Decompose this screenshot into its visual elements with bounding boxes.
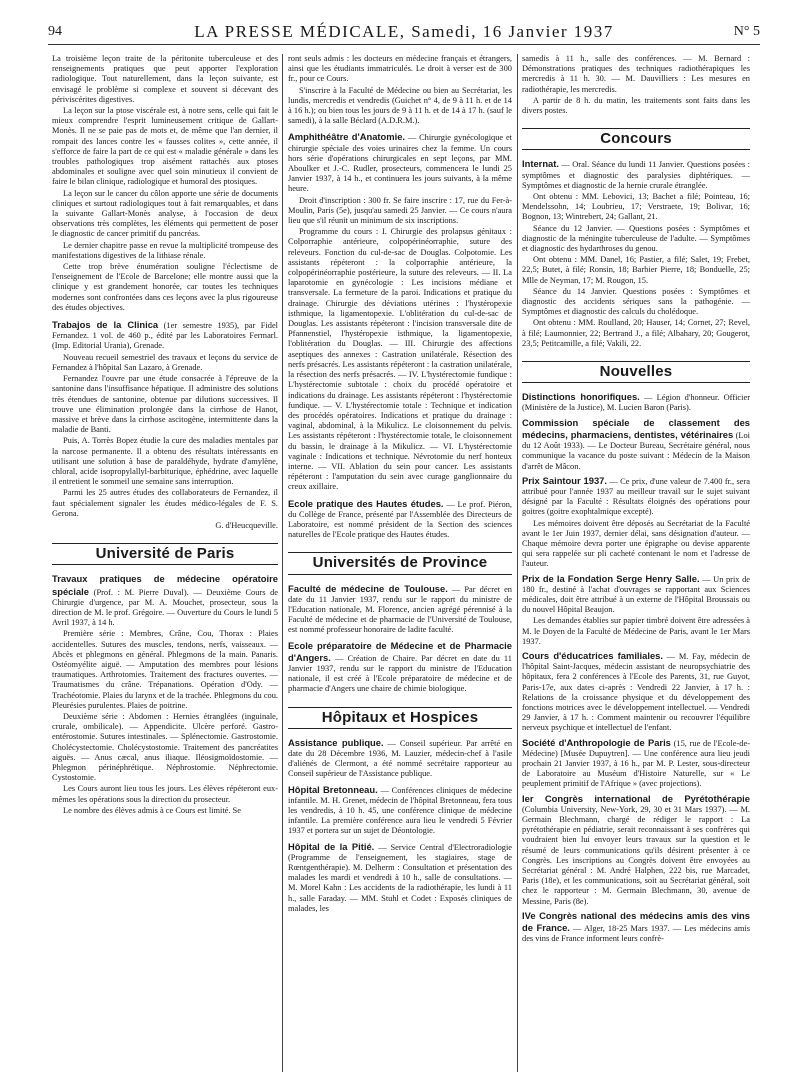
paragraph: Nouveau recueil semestriel des travaux et leçons du service de Fernandez à l'hôpital San Lazaro, à Grenade. — [52, 352, 278, 372]
book-review — [52, 319, 278, 352]
news-item: Travaux pratiques de médecine opératoire spéciale (Prof. : M. Pierre Duval). — Deuxième Cours de Chirurgie d'urgence, par M. A. Mouchet, prosecteur, sous la direction de M. le prof. Grégoire. — Ouverture du Cours le lundi 5 Avril 1937, à 14 h. — [52, 573, 278, 628]
book-reference: (1er semestre 1935), par Fidel Fernandez. 1 vol. de 460 p., édité par les Laboratoires Fermarl. (Imp. Editorial Urania), Grenade. — [52, 321, 278, 351]
item-title: Société d'Anthropologie de Paris — [522, 736, 671, 748]
paragraph: Puis, A. Torrès Bopez étudie la cure des maladies mentales par la narcose permanente. Il a obtenu des résultats intéressants en utilisant une solution à base de paraldéhyde, hydrate d'amylène, chloral, acide isopropylallyl-barbiturique, éphédrine, avec laquelle il entretient le sommeil une semaine sans interruption. — [52, 436, 278, 487]
column-rule — [517, 54, 518, 1072]
paragraph: Parmi les 25 autres études des collaborateurs de Fernandez, il faut spécialement signaler les études médico-légales de F. S. Gerona. — [52, 488, 278, 518]
paragraph: S'inscrire à la Faculté de Médecine ou bien au Secrétariat, les lundis, mercredis et vendredis (Guichet n° 4, de 9 à 11 h. et de 14 à 16 h.); ou bien tous les jours de 9 à 11 h. et de 14 à 17 h. (sauf le samedi), à la salle Béclard (A.D.R.M.). — [288, 85, 512, 126]
news-item: Commission spéciale de classement des médecins, pharmaciens, dentistes, vétérinaires (Loi du 12 Août 1933). — Le Docteur Bureau, Secrétaire général, nous communique la vacance du poste suivant : Médecin de la Maison d'arrêt de Mâcon. — [522, 416, 750, 471]
column-right — [522, 54, 750, 1076]
paragraph: Les mémoires doivent être déposés au Secrétariat de la Faculté avant le 1er Juin 1937, dernier délai, sans désignation d'auteur. — Chaque mémoire devra porter une épigraphe ou devise apparente qui sera rappelée sur pli cacheté contenant le nom et l'adresse de l'auteur. — [522, 518, 750, 569]
item-title: Prix de la Fondation Serge Henry Salle. — [522, 572, 700, 584]
news-item: Hôpital de la Pitié. — Service Central d'Electroradiologie (Programme de l'enseignement, les stagiaires, stage de Rœntgenthérapie). M. Delherm : Consultation et présentation des malades les mardi et vendredi à 10 h., salle de consultations. — M. Morel Kahn : Les accidents de la radiothérapie, les lundi à 11 h., salle Faraday. — MM. Stuhl et Codet : Exposés cliniques de malades, les — [288, 840, 512, 913]
news-item: Cours d'éducatrices familiales. — M. Fay, médecin de l'hôpital Saint-Jacques, médecin assistant de neuropsychiatrie des hôpitaux, fera 2 conférences à l'Ecole des Parents, 31, rue Guyot, Paris-17e, aux dates ci-après : Vendredi 22 Janvier, à 17 h. : Relations de la croissance physique et du développement des fonctions motrices avec le développement intellectuel. — Vendredi 29 Janvier, à 17 h. : Comment maintenir ou recouvrer l'équilibre nerveux psychique et intellectuel de l'enfant. — [522, 649, 750, 733]
paragraph: Deuxième série : Abdomen : Hernies étranglées (inguinale, crurale, ombilicale). — Appendicite. Ulcère perforé. Gastro-entérostomie. Sutures intestinales. — Splénectomie. Gastrostomie. Cholécystectomie. Cholécystostomie. Traitement des pancréatites aiguës. — Anus cæcal, anus iliaque. Iléosigmoïdostomie. — Phlegmon périnéphrétique. Néphrostomie. Néphrectomie. Cystostomie. — [52, 711, 278, 783]
item-title: Commission spéciale de classement des médecins, pharmaciens, dentistes, vétérinaires — [522, 416, 750, 440]
item-title: Hôpital Bretonneau. — [288, 783, 378, 795]
paragraph: A partir de 8 h. du matin, les traitements sont faits dans les divers postes. — [522, 95, 750, 116]
item-title: IVe Congrès national des médecins amis des vins de France. — [522, 909, 750, 934]
section-heading: Nouvelles — [522, 361, 750, 383]
section-heading: Concours — [522, 128, 750, 150]
item-title: Ier Congrès international de Pyrétothérapie — [522, 792, 750, 804]
paragraph: Le dernier chapitre passe en revue la multiplicité trompeuse des manifestations digestives de la lithiase rénale. — [52, 240, 278, 260]
paragraph: La leçon sur la ptose viscérale est, à notre sens, celle qui fait le mieux comprendre l'esprit lumineusement critique de Gallart-Monès. Il ne se paie pas de mots et, de même que l'an dernier, il rompait des lances contre les « fausses colites », cette année, il s'efforce de faire la part de ce qui est « maladie générale » dans les troubles pathologiques trop aisément rattachés aux ptoses abdominales et souligne avec quel soin minutieux il convient de faire le bilan clinique, radiologique et humoral des ptosiques. — [52, 106, 278, 187]
news-item: Assistance publique. — Conseil supérieur. Par arrêté en date du 28 Décembre 1936, M. Lauzier, médecin-chef à l'asile d'aliénés de Clermont, a été nommé secrétaire rapporteur au Conseil supérieur de l'Assistance publique. — [288, 736, 512, 779]
paragraph: Les demandes établies sur papier timbré doivent être adressées à M. le Doyen de la Faculté de Médecine de Paris, avant le 1er Mars 1937. — [522, 616, 750, 646]
section-heading: Université de Paris — [52, 543, 278, 565]
item-title: Assistance publique. — [288, 736, 384, 748]
paragraph: Le nombre des élèves admis à ce Cours est limité. Se — [63, 805, 241, 815]
item-title: Internat. — [522, 158, 559, 170]
news-item: Prix Saintour 1937. — Ce prix, d'une valeur de 7.400 fr., sera attribué pour l'année 1937 au meilleur travail sur le sujet suivant désigné par la Faculté : Résultats éloignés des opérations pour goitres (goitre exophtalmique excepté). — [522, 474, 750, 517]
paragraph: Fernandez l'ouvre par une étude consacrée à l'épreuve de la santonine dans l'insuffisance hépatique. Il administre des solutions très étendues de santonine, obtenue par dilutions successives. Il trouve une élimination prolongée dans la cirrhose de Hanot, massive et brève dans la cirrhose ascitogène, intermittente dans la maladie de Banti. — [52, 374, 278, 435]
paragraph: Droit d'inscription : 300 fr. Se faire inscrire : 17, rue du Fer-à-Moulin, Paris (5e), jusqu'au samedi 25 Janvier. — Ce cours n'aura lieu que s'il réunit un minimum de six inscriptions. — [288, 195, 512, 226]
header-rule — [48, 44, 760, 45]
news-item: Distinctions honorifiques. — Légion d'honneur. Officier (Ministère de la Justice), M. Lucien Baron (Paris). — [522, 391, 750, 413]
paragraph: Cette trop brève énumération souligne l'éclectisme de l'enseignement de l'Ecole de Barcelone; elle montre aussi que la clinique y est grandement honorée, car toutes les techniques modernes sont confrontées dans ces leçons avec la plus rigoureuse des études objectives. — [52, 262, 278, 312]
column-left — [52, 54, 278, 1076]
paragraph: Ont obtenu : MM. Danel, 16; Pastier, a filé; Salet, 19; Frebet, 22,5; Butet, à filé; Ronsin, 18; Barbier Pierre, 18; Bonduelle, 25; Mlle de Neyman, 17; M. Rougon, 15. — [522, 255, 750, 285]
journal-title: LA PRESSE MÉDICALE, Samedi, 16 Janvier 1937 — [194, 22, 614, 41]
item-title: Ecole préparatoire de Médecine et de Pharmacie d'Angers. — [288, 639, 512, 663]
paragraph: Programme du cours : I. Chirurgie des prolapsus génitaux : Colporraphie antérieure, colpopérinéorraphie, suture des releveurs. Fonction du cul-de-sac de Douglas. Colpotomie. Les assistants répéteront : la colporraphie antérieure, la colpopérinéorraphie postérieure, la suture des releveurs. — II. La laparotomie en gynécologie : Les incisions médiane et transversale. La fermeture de la paroi. Indications et pratique du drainage. Chirurgie des déviations utérines : l'hystéropexie isthmique, la ligamentopexie. L'oblitération du cul-de-sac de Douglas. Les assistants répéteront : l'incision transversale dite de Pfannenstiel, l'hystéropexie isthmique, la ligamentopexie, l'oblitération du Douglas. — III. Chirurgie des affections aseptiques des annexes : Castration unilatérale. Résection des nerfs présacrés. Les assistants répéteront : la castration unilatérale, la résection des nerfs présacrés. — IV. L'hystérectomie fundique : L'hystérectomie subtotale : choix du procédé opératoire et indications du drainage. Les assistants répéteront : l'hystérectomie fundique. — V. L'hystérectomie totale : Technique et indication des procédés opératoires. Indications et pratique du drainage : vaginal, abdominal, à la Mikulicz. Le cloisonnement du pelvis. Les assistants répéteront : l'hystérectomie totale, le cloisonnement du bassin, le drainage à la Mikulicz. — VI. L'hystérectomie vaginale : Indications et technique. Névrotomie du nerf honteux interne. — VII. Ablation du sein pour cancer. Les assistants répéteront : l'amputation du sein avec curage ganglionnaire du creux axillaire. — [288, 227, 512, 492]
paragraph: samedis à 11 h., salle des conférences. — M. Bernard : Démonstrations pratiques des techniques radiothérapiques les mercredis à 11 h. 30. — M. Dauvilliers : Les mesures en radiothérapie, les mercredis. — [522, 54, 750, 94]
column-middle — [288, 54, 512, 1076]
news-item: Hôpital Bretonneau. — Conférences cliniques de médecine infantile. M. H. Grenet, médecin de l'hôpital Bretonneau, fera tous les vendredis, à 10 h. 45, une conférence clinique de médecine infantile. La première conférence aura lieu le vendredi 5 Février 1937 et portera sur un sujet de Déontologie. — [288, 783, 512, 836]
item-title: Ecole pratique des Hautes études. — [288, 497, 444, 509]
paragraph: Séance du 12 Janvier. — Questions posées : Symptômes et diagnostic de la méningite tuberculeuse de l'adulte. — Symptômes et diagnostic des hydarthroses du genou. — [522, 223, 750, 254]
paragraph: Ont obtenu : MM. Roulland, 20; Hauser, 14; Cornet, 27; Revel, à filé; Laumonnier, 22; Bertrand J., a filé; Albahary, 20; Gougerot, 23,5; Petitcamille, a filé; Vakili, 22. — [522, 318, 750, 348]
section-heading: Hôpitaux et Hospices — [288, 707, 512, 729]
signature: G. d'Heucqueville. — [215, 520, 278, 530]
news-item: Internat. — Oral. Séance du lundi 11 Janvier. Questions posées : symptômes et diagnostic des paralysies diphtériques. — Symptômes et diagnostic de la hernie crurale étranglée. — [522, 158, 750, 190]
paragraph: Les Cours auront lieu tous les jours. Les élèves répéteront eux-mêmes les opérations sous la direction du prosecteur. — [52, 784, 278, 804]
book-title: Trabajos de la Clinica — [52, 319, 159, 331]
paragraph: Séance du 14 Janvier. Questions posées : Symptômes et diagnostic des accidents sériques sans la pathogénie. — Symptômes et diagnostic des calculs du cholédoque. — [522, 286, 750, 317]
paragraph: La leçon sur le cancer du côlon apporte une série de documents cliniques et surtout radiologiques tout à fait remarquables, et dans la suivante Gallart-Monès analyse, à l'occasion de deux observations très complètes, les éléments qui permettent de poser le diagnostic de cancer primitif du pancréas. — [52, 188, 278, 239]
news-item: Ecole pratique des Hautes études. — Le prof. Piéron, du Collège de France, présenté par l'Assemblée des Directeurs de Laboratoire, est nommé président de la Section des sciences naturelles de l'Ecole pratique des Hautes études. — [288, 497, 512, 540]
news-item: Prix de la Fondation Serge Henry Salle. — Un prix de 180 fr., destiné à l'achat d'ouvrages se rapportant aux Sciences médicales, doit être attribué à un externe de l'Hôpital Broussais ou du nouvel Hôpital Beaujon. — [522, 572, 750, 615]
section-heading: Universités de Province — [288, 552, 512, 574]
column-rule — [282, 54, 283, 1072]
page-number: 94 — [48, 24, 62, 39]
item-title: Travaux pratiques de médecine opératoire spéciale — [52, 573, 278, 597]
paragraph: La troisième leçon traite de la péritonite tuberculeuse et des renseignements pratiques que peut apporter l'exploration radiologique. Tout naturellement, dans la leçon suivante, est envisagé le problème si complexe et souvent si décevant des périviscérites digestives. — [52, 54, 278, 104]
news-item: Amphithéâtre d'Anatomie. — Chirurgie gynécologique et chirurgie spéciale des voies urinaires chez la femme. Un cours hors série d'opérations chirurgicales en sept leçons, par MM. Aboulker et J.-C. Rudler, prosecteurs, commencera le lundi 25 Janvier 1937, à 14 h., et continuera les jours suivants, à la même heure. — [288, 131, 512, 194]
news-item: IVe Congrès national des médecins amis des vins de France. — Alger, 18-25 Mars 1937. — Les médecins amis des vins de France informent leurs confrè- — [522, 909, 750, 944]
item-title: Prix Saintour 1937. — [522, 474, 607, 486]
news-item: Faculté de médecine de Toulouse. — Par décret en date du 11 Janvier 1937, rendu sur le rapport du ministre de l'Education nationale, M. Florence, ancien agrégé pérennisé à la Faculté de médecine et de pharmacie de l'Université de Toulouse, est nommé professeur honoraire de ladite faculté. — [288, 582, 512, 635]
item-title: Amphithéâtre d'Anatomie. — [288, 131, 406, 143]
news-item: Ier Congrès international de Pyrétothérapie (Columbia University, New-York, 29, 30 et 31 Mars 1937). — M. Germain Blechmann, chargé de rédiger le rapport : La pyrétothérapie en pédiatrie, serait reconnaissant à ses confrères qui voudraient bien lui envoyer leurs travaux sur la question et le résumé de leurs communications qu'ils désirent présenter à ce Congrès. Les inscriptions au Congrès doivent être envoyées au Secrétariat général : M. André Halphen, 222 bis, rue Marcadet, Paris (18e), et les communications, soit au Secrétariat général, soit chez le rapporteur : M. Germain Blechmann, 30, avenue de Messine, Paris (8e). — [522, 792, 750, 906]
news-item: Ecole préparatoire de Médecine et de Pharmacie d'Angers. — Création de Chaire. Par décret en date du 11 Janvier 1937, rendu sur le rapport du ministre de l'Education nationale, il est créé à l'Ecole préparatoire de médecine et de pharmacie d'Angers une chaire de chimie biologique. — [288, 639, 512, 694]
paragraph: Ont obtenu : MM. Lebovici, 13; Bachet a filé; Pointeau, 16; Mendelssohn, 14; Loubrieu, 17; Verstraete, 19; Bolivar, 16; Bognon, 13; Wintrebert, 24; Gallant, 21. — [522, 192, 750, 222]
item-title: Hôpital de la Pitié. — [288, 840, 375, 852]
news-item: Société d'Anthropologie de Paris (15, rue de l'Ecole-de-Médecine) [Musée Dupuytren]. — Une conférence aura lieu jeudi prochain 21 Janvier 1937, à 16 h., par M. P. Lester, sous-directeur de Laboratoire au Muséum d'Histoire Naturelle, sur « Le peuplement primitif de l'Afrique » (avec projections). — [522, 736, 750, 789]
item-title: Cours d'éducatrices familiales. — [522, 649, 663, 661]
issue-number: N° 5 — [733, 24, 760, 39]
item-title: Distinctions honorifiques. — [522, 391, 640, 403]
item-title: Faculté de médecine de Toulouse. — [288, 582, 448, 594]
paragraph: Première série : Membres, Crâne, Cou, Thorax : Plaies accidentelles. Sutures des muscles, tendons, nerfs, vaisseaux. — Abcès et phlegmons en général. Phlegmons de la main. Panaris. Ostéomyélite aiguë. — Amputation des membres pour lésions traumatiques. Arthrotomies. Traitement des fractures ouvertes. — Traumatismes du crâne. Trépanations. Opération d'Ody. — Trachéotomie. Plaies du larynx et de la trachée. Phlegmons du cou. Pleurésies purulentes. Plaies de poitrine. — [52, 629, 278, 710]
paragraph: ront seuls admis : les docteurs en médecine français et étrangers, ainsi que les étudiants immatriculés. Le droit à verser est de 300 fr., pour ce Cours. — [288, 54, 512, 84]
